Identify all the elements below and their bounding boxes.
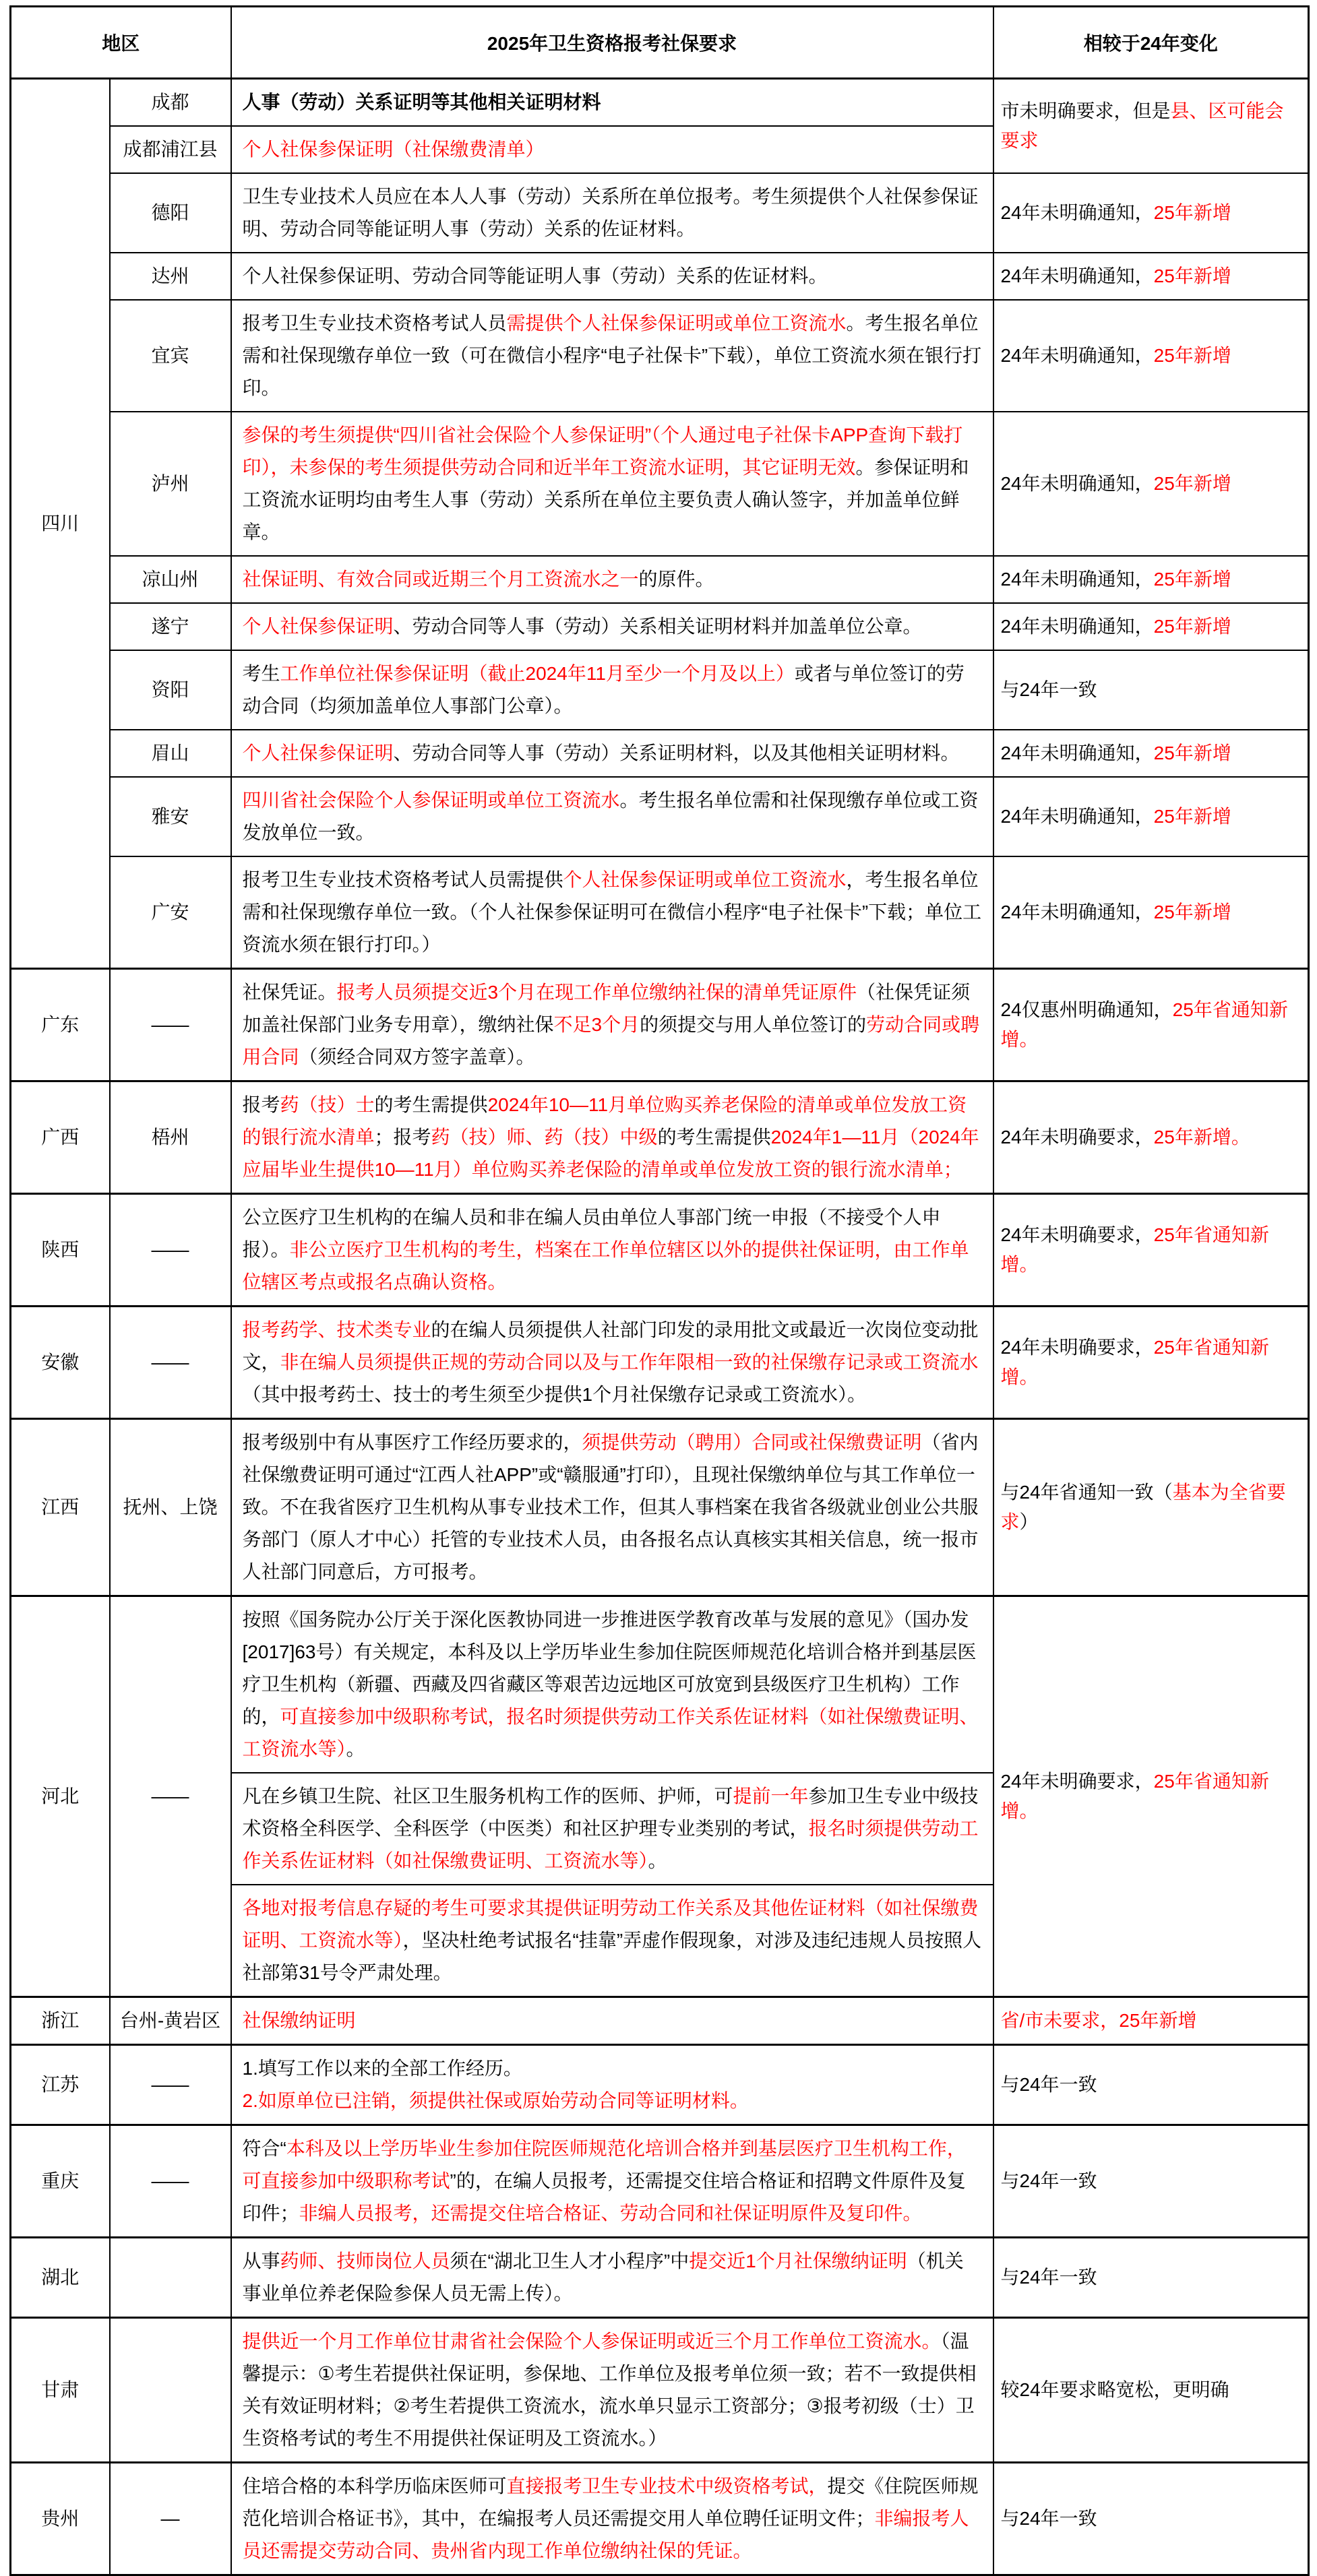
change-cell — [993, 1307, 1309, 1419]
table-row — [11, 300, 1309, 412]
change-cell — [993, 969, 1309, 1081]
requirement-cell — [231, 2045, 993, 2125]
text-segment: 24年未明确要求， — [1000, 1127, 1154, 1148]
text-segment: 24仅惠州明确通知， — [1000, 999, 1173, 1020]
red-text-segment: 提前一年 — [733, 1786, 809, 1807]
red-text-segment: 25年新增 — [1153, 902, 1231, 922]
text-segment: ；报考 — [374, 1127, 431, 1148]
text-segment: 24年未明确通知， — [1000, 345, 1154, 366]
text-segment: 与24年一致 — [1000, 2267, 1097, 2288]
text-segment: （社保凭证须加盖社保部门业务专用章），缴纳社保 — [242, 982, 971, 1035]
red-text-segment: 25年新增 — [1153, 616, 1231, 637]
change-cell — [993, 603, 1309, 650]
city-cell: —— — [110, 1307, 231, 1419]
table-row — [11, 2318, 1309, 2463]
red-text-segment: 25年省通知新增。 — [1000, 1224, 1269, 1275]
city-cell: 成都 — [110, 79, 231, 127]
table-row — [11, 412, 1309, 556]
city-cell: 遂宁 — [110, 603, 231, 650]
text-segment: 社保凭证。 — [242, 982, 337, 1003]
requirement-cell — [231, 1997, 993, 2045]
requirement-cell — [231, 1773, 993, 1885]
red-text-segment: 25年新增。 — [1153, 1127, 1250, 1148]
change-cell — [993, 2463, 1309, 2575]
city-cell: 资阳 — [110, 650, 231, 730]
text-segment: 市未明确要求，但是 — [1000, 100, 1171, 121]
text-segment: ，考生报名单位需和社保现缴存单位一致。（个人社保参保证明可在微信小程序“电子社保卡”下载；单位工资流水须在银行打印。） — [242, 869, 982, 955]
text-segment: 24年未明确通知， — [1000, 473, 1154, 494]
red-text-segment: 本科及以上学历毕业生参加住院医师规范化培训合格并到基层医疗卫生机构工作，可直接参加中级职称考试 — [242, 2138, 966, 2191]
red-text-segment: 报考人员须提交近3个月在现工作单位缴纳社保的清单凭证原件 — [336, 982, 857, 1003]
city-cell: 梧州 — [110, 1081, 231, 1194]
city-cell: 抚州、上饶 — [110, 1419, 231, 1596]
text-segment: 24年未明确要求， — [1000, 1224, 1154, 1245]
red-text-segment: 个人社保参保证明 — [242, 743, 394, 763]
table-row — [11, 1081, 1309, 1194]
city-cell: — — [110, 2463, 231, 2575]
red-text-segment: 2.如原单位已注销，须提供社保或原始劳动合同等证明材料。 — [242, 2090, 749, 2111]
red-text-segment: 个人社保参保证明（社保缴费清单） — [242, 139, 545, 160]
red-text-segment: 个人社保参保证明或单位工资流水 — [563, 869, 847, 890]
text-segment: 、劳动合同等人事（劳动）关系相关证明材料并加盖单位公章。 — [393, 616, 922, 637]
text-segment: 个人社保参保证明、劳动合同等能证明人事（劳动）关系的佐证材料。 — [242, 265, 828, 286]
text-segment: 从事 — [242, 2251, 280, 2271]
table-row — [11, 79, 1309, 127]
change-cell — [993, 556, 1309, 603]
text-segment: 的须提交与用人单位签订的 — [640, 1014, 867, 1035]
requirement-cell — [231, 1596, 993, 1773]
red-text-segment: 非公立医疗卫生机构的考生，档案在工作单位辖区以外的提供社保证明，由工作单位辖区考点或报名点确认资格。 — [242, 1239, 969, 1292]
red-text-segment: 需提供个人社保参保证明或单位工资流水 — [506, 313, 847, 334]
red-text-segment: 非编报考人员还需提交劳动合同、贵州省内现工作单位缴纳社保的凭证。 — [242, 2508, 969, 2561]
table-body — [11, 79, 1309, 2575]
requirement-cell — [231, 1194, 993, 1307]
city-cell: —— — [110, 1596, 231, 1997]
text-segment: 。考生报名单位需和社保现缴存单位或工资发放单位一致。 — [242, 790, 979, 843]
table-row — [11, 2238, 1309, 2318]
red-text-segment: 2024年10—11月单位购买养老保险的清单或单位发放工资的银行流水清单 — [242, 1094, 967, 1148]
province-cell: 江西 — [11, 1419, 110, 1596]
text-segment: 与24年省通知一致（ — [1000, 1482, 1173, 1503]
red-text-segment: 个人社保参保证明 — [242, 616, 394, 637]
province-cell: 甘肃 — [11, 2318, 110, 2463]
red-text-segment: 各地对报考信息存疑的考生可要求其提供证明劳动工作关系及其他佐证材料（如社保缴费证明、工资流水等） — [242, 1897, 979, 1951]
change-cell — [993, 2238, 1309, 2318]
requirement-cell — [231, 412, 993, 556]
red-text-segment: 基本为全省要求 — [1000, 1482, 1286, 1532]
text-segment: 按照《国务院办公厅关于深化医教协同进一步推进医学教育改革与发展的意见》（国办发[2017]63号）有关规定，本科及以上学历毕业生参加住院医师规范化培训合格并到基层医疗卫生机构（新疆、西藏及四省藏区等艰苦边远地区可放宽到县级医疗卫生机构）工作的， — [242, 1609, 977, 1727]
red-text-segment: 报考药学、技术类专业 — [242, 1319, 431, 1340]
change-cell — [993, 253, 1309, 300]
red-text-segment: 工作单位社保参保证明（截止2024年11月至少一个月及以上） — [280, 663, 795, 684]
red-text-segment: 25年新增 — [1153, 473, 1231, 494]
requirements-table — [9, 5, 1310, 2576]
table-row — [11, 1997, 1309, 2045]
red-text-segment: 提供近一个月工作单位甘肃省社会保险个人参保证明或近三个月工作单位工资流水。 — [242, 2331, 941, 2352]
city-cell: 台州-黄岩区 — [110, 1997, 231, 2045]
change-cell — [993, 1419, 1309, 1596]
requirement-cell — [231, 2125, 993, 2238]
text-segment: 的在编人员须提供人社部门印发的录用批文或最近一次岗位变动批文， — [242, 1319, 979, 1373]
change-cell — [993, 1997, 1309, 2045]
text-segment: 公立医疗卫生机构的在编人员和非在编人员由单位人事部门统一申报（不接受个人申报）。 — [242, 1207, 941, 1260]
red-text-segment: 劳动合同或聘用合同 — [242, 1014, 980, 1067]
red-text-segment: 四川省社会保险个人参保证明或单位工资流水 — [242, 790, 620, 811]
requirement-cell — [231, 79, 993, 127]
requirement-cell — [231, 777, 993, 856]
table-row — [11, 556, 1309, 603]
city-cell: —— — [110, 969, 231, 1081]
province-cell: 广西 — [11, 1081, 110, 1194]
requirement-cell — [231, 650, 993, 730]
change-cell — [993, 173, 1309, 253]
red-text-segment: 直接报考卫生专业技术中级资格考试， — [506, 2476, 828, 2496]
city-cell: 泸州 — [110, 412, 231, 556]
change-cell — [993, 650, 1309, 730]
province-cell: 四川 — [11, 79, 110, 969]
header-requirement: 2025年卫生资格报考社保要求 — [231, 7, 993, 79]
text-segment: 住培合格的本科学历临床医师可 — [242, 2476, 507, 2496]
red-text-segment: 25年新增 — [1153, 345, 1231, 366]
header-change: 相较于24年变化 — [993, 7, 1309, 79]
requirement-cell — [231, 173, 993, 253]
text-segment: 参加卫生专业中级技术资格全科医学、全科医学（中医类）和社区护理专业类别的考试， — [242, 1786, 979, 1839]
red-text-segment: 25年新增 — [1153, 806, 1231, 827]
change-cell — [993, 2125, 1309, 2238]
province-cell: 陕西 — [11, 1194, 110, 1307]
text-segment: （省内社保缴费证明可通过“江西人社APP”或“赣服通”打印），且现社保缴纳单位与其工作单位一致。不在我省医疗卫生机构从事专业技术工作，但其人事档案在我省各级就业创业公共服务部门（原人才中心）托管的专业技术人员，由各报名点认真核实其相关信息，统一报市人社部门同意后，方可报考。 — [242, 1432, 979, 1582]
text-segment: 24年未明确通知， — [1000, 902, 1154, 922]
red-text-segment: 报名时须提供劳动工作关系佐证材料（如社保缴费证明、工资流水等） — [242, 1818, 979, 1871]
red-text-segment: 可直接参加中级职称考试，报名时须提供劳动工作关系佐证材料（如社保缴费证明、工资流水等） — [242, 1706, 979, 1759]
province-cell: 湖北 — [11, 2238, 110, 2318]
text-segment: 24年未明确通知， — [1000, 202, 1154, 223]
red-text-segment: 非编人员报考，还需提交住培合格证、劳动合同和社保证明原件及复印件。 — [299, 2203, 922, 2224]
requirement-cell — [231, 2238, 993, 2318]
province-cell: 浙江 — [11, 1997, 110, 2045]
change-cell — [993, 1596, 1309, 1997]
table-row — [11, 1596, 1309, 1773]
table-row — [11, 777, 1309, 856]
province-cell: 河北 — [11, 1596, 110, 1997]
text-segment: 24年未明确要求， — [1000, 1771, 1154, 1792]
requirement-cell — [231, 126, 993, 173]
text-segment: 。 — [648, 1850, 667, 1871]
text-segment: 与24年一致 — [1000, 679, 1097, 700]
red-text-segment: 药（技）士 — [280, 1094, 375, 1115]
province-cell: 安徽 — [11, 1307, 110, 1419]
table-row — [11, 603, 1309, 650]
red-text-segment: 25年新增 — [1153, 569, 1231, 590]
table-row — [11, 969, 1309, 1081]
province-cell: 广东 — [11, 969, 110, 1081]
city-cell — [110, 2318, 231, 2463]
text-segment: ） — [1019, 1511, 1039, 1532]
text-segment: 。考生报名单位需和社保现缴存单位一致（可在微信小程序“电子社保卡”下载），单位工资流水须在银行打印。 — [242, 313, 982, 398]
text-segment: 的考生需提供 — [374, 1094, 488, 1115]
province-cell: 贵州 — [11, 2463, 110, 2575]
city-cell: 成都浦江县 — [110, 126, 231, 173]
text-segment: （温馨提示：①考生若提供社保证明，参保地、工作单位及报考单位须一致；若不一致提供相关有效证明材料；②考生若提供工资流水，流水单只显示工资部分；③报考初级（士）卫生资格考试的考生不用提供社保证明及工资流水。） — [242, 2331, 977, 2449]
city-cell: 凉山州 — [110, 556, 231, 603]
text-segment: 。参保证明和工资流水证明均由考生人事（劳动）关系所在单位主要负责人确认签字，并加盖单位鲜章。 — [242, 457, 969, 542]
text-segment: 卫生专业技术人员应在本人人事（劳动）关系所在单位报考。考生须提供个人社保参保证明、劳动合同等能证明人事（劳动）关系的佐证材料。 — [242, 186, 979, 239]
text-segment: 与24年一致 — [1000, 2074, 1097, 2095]
text-segment: 的原件。 — [638, 569, 714, 590]
city-cell: —— — [110, 2125, 231, 2238]
red-text-segment: 须提供劳动（聘用）合同或社保缴费证明 — [582, 1432, 922, 1453]
text-segment: 24年未明确要求， — [1000, 1337, 1154, 1358]
red-text-segment: 25年省通知新增。 — [1000, 1337, 1269, 1387]
requirement-cell — [231, 253, 993, 300]
text-segment: 考生 — [242, 663, 280, 684]
city-cell: 德阳 — [110, 173, 231, 253]
change-cell — [993, 1081, 1309, 1194]
table-row — [11, 730, 1309, 777]
text-segment: 。 — [346, 1738, 365, 1759]
text-segment: 、劳动合同等人事（劳动）关系证明材料，以及其他相关证明材料。 — [393, 743, 960, 763]
table-row — [11, 2045, 1309, 2125]
city-cell: —— — [110, 2045, 231, 2125]
red-text-segment: 省/市未要求，25年新增 — [1000, 2010, 1197, 2031]
city-cell: 宜宾 — [110, 300, 231, 412]
province-cell: 江苏 — [11, 2045, 110, 2125]
red-text-segment: 25年新增 — [1153, 265, 1231, 286]
change-cell — [993, 856, 1309, 969]
requirement-cell — [231, 1885, 993, 1997]
red-text-segment: 25年省通知新增。 — [1000, 1771, 1269, 1821]
change-cell — [993, 1194, 1309, 1307]
red-text-segment: 社保缴纳证明 — [242, 2010, 356, 2031]
text-segment: 的考生需提供 — [657, 1127, 771, 1148]
red-text-segment: 县、区可能会要求 — [1000, 100, 1284, 151]
city-cell: 达州 — [110, 253, 231, 300]
requirement-cell — [231, 1307, 993, 1419]
text-segment: 24年未明确通知， — [1000, 265, 1154, 286]
text-segment: （机关事业单位养老保险参保人员无需上传）。 — [242, 2251, 964, 2304]
text-segment: 须在“湖北卫生人才小程序”中 — [450, 2251, 690, 2271]
change-cell — [993, 79, 1309, 174]
table-row — [11, 650, 1309, 730]
table-row — [11, 2463, 1309, 2575]
requirement-cell — [231, 2463, 993, 2575]
requirement-cell — [231, 856, 993, 969]
text-segment: 24年未明确通知， — [1000, 616, 1154, 637]
text-segment: 与24年一致 — [1000, 2508, 1097, 2529]
table-row — [11, 1194, 1309, 1307]
header-region: 地区 — [11, 7, 231, 79]
text-segment: 凡在乡镇卫生院、社区卫生服务机构工作的医师、护师，可 — [242, 1786, 733, 1807]
text-segment: 报考级别中有从事医疗工作经历要求的， — [242, 1432, 582, 1453]
text-segment: 或者与单位签订的劳动合同（均须加盖单位人事部门公章）。 — [242, 663, 964, 716]
change-cell — [993, 777, 1309, 856]
text-segment: 24年未明确通知， — [1000, 806, 1154, 827]
change-cell — [993, 730, 1309, 777]
table-header — [11, 7, 1309, 79]
change-cell — [993, 2318, 1309, 2463]
requirement-cell — [231, 1081, 993, 1194]
red-text-segment: 参保的考生须提供“四川省社会保险个人参保证明”（个人通过电子社保卡APP查询下载打印），未参保的考生须提供劳动合同和近半年工资流水证明，其它证明无效 — [242, 425, 963, 478]
text-segment: 符合“ — [242, 2138, 286, 2159]
red-text-segment: 提交近1个月社保缴纳证明 — [689, 2251, 907, 2271]
text-segment: 较24年要求略宽松，更明确 — [1000, 2379, 1229, 2400]
change-cell — [993, 2045, 1309, 2125]
text-segment: （须经合同双方签字盖章）。 — [299, 1046, 535, 1067]
text-segment: 24年未明确通知， — [1000, 569, 1154, 590]
red-text-segment: 药（技）师、药（技）中级 — [431, 1127, 658, 1148]
city-cell: —— — [110, 1194, 231, 1307]
text-segment: 报考 — [242, 1094, 280, 1115]
red-text-segment: 25年新增 — [1153, 743, 1231, 763]
text-segment: 报考卫生专业技术资格考试人员 — [242, 313, 507, 334]
red-text-segment: 社保证明、有效合同或近期三个月工资流水之一 — [242, 569, 639, 590]
red-text-segment: 25年省通知新增。 — [1000, 999, 1288, 1050]
text-segment: 提交《住院医师规范化培训合格证书》，其中，在编报考人员还需提交用人单位聘任证明文件； — [242, 2476, 979, 2529]
text-segment: （其中报考药士、技士的考生须至少提供1个月社保缴存记录或工资流水）。 — [242, 1384, 867, 1405]
requirement-cell — [231, 556, 993, 603]
text-segment: 与24年一致 — [1000, 2170, 1097, 2191]
city-cell — [110, 2238, 231, 2318]
requirement-cell — [231, 969, 993, 1081]
city-cell: 广安 — [110, 856, 231, 969]
red-text-segment: 药师、技师岗位人员 — [280, 2251, 450, 2271]
red-text-segment: 非在编人员须提供正规的劳动合同以及与工作年限相一致的社保缴存记录或工资流水 — [280, 1352, 979, 1373]
requirement-cell — [231, 300, 993, 412]
header-row — [11, 7, 1309, 79]
red-text-segment: 25年新增 — [1153, 202, 1231, 223]
change-cell — [993, 300, 1309, 412]
text-segment: 人事（劳动）关系证明等其他相关证明材料 — [242, 92, 601, 113]
red-text-segment: 不足3个月 — [553, 1014, 640, 1035]
table-row — [11, 856, 1309, 969]
change-cell — [993, 412, 1309, 556]
table-row — [11, 2125, 1309, 2238]
text-segment: ”的，在编人员报考，还需提交住培合格证和招聘文件原件及复印件； — [242, 2170, 966, 2224]
province-cell: 重庆 — [11, 2125, 110, 2238]
requirement-cell — [231, 730, 993, 777]
city-cell: 眉山 — [110, 730, 231, 777]
text-segment: 1.填写工作以来的全部工作经历。 — [242, 2058, 522, 2079]
requirement-cell — [231, 2318, 993, 2463]
table-row — [11, 1419, 1309, 1596]
requirement-cell — [231, 603, 993, 650]
text-segment: 报考卫生专业技术资格考试人员需提供 — [242, 869, 563, 890]
table-row — [11, 253, 1309, 300]
text-segment: 24年未明确通知， — [1000, 743, 1154, 763]
red-text-segment: 2024年1—11月（2024年应届毕业生提供10—11月）单位购买养老保险的清单或单位发放工资的银行流水清单； — [242, 1127, 979, 1180]
table-row — [11, 173, 1309, 253]
city-cell: 雅安 — [110, 777, 231, 856]
text-segment: ，坚决杜绝考试报名“挂靠”弄虚作假现象，对涉及违纪违规人员按照人社部第31号令严肃处理。 — [242, 1930, 982, 1983]
table-row — [11, 1307, 1309, 1419]
requirement-cell — [231, 1419, 993, 1596]
